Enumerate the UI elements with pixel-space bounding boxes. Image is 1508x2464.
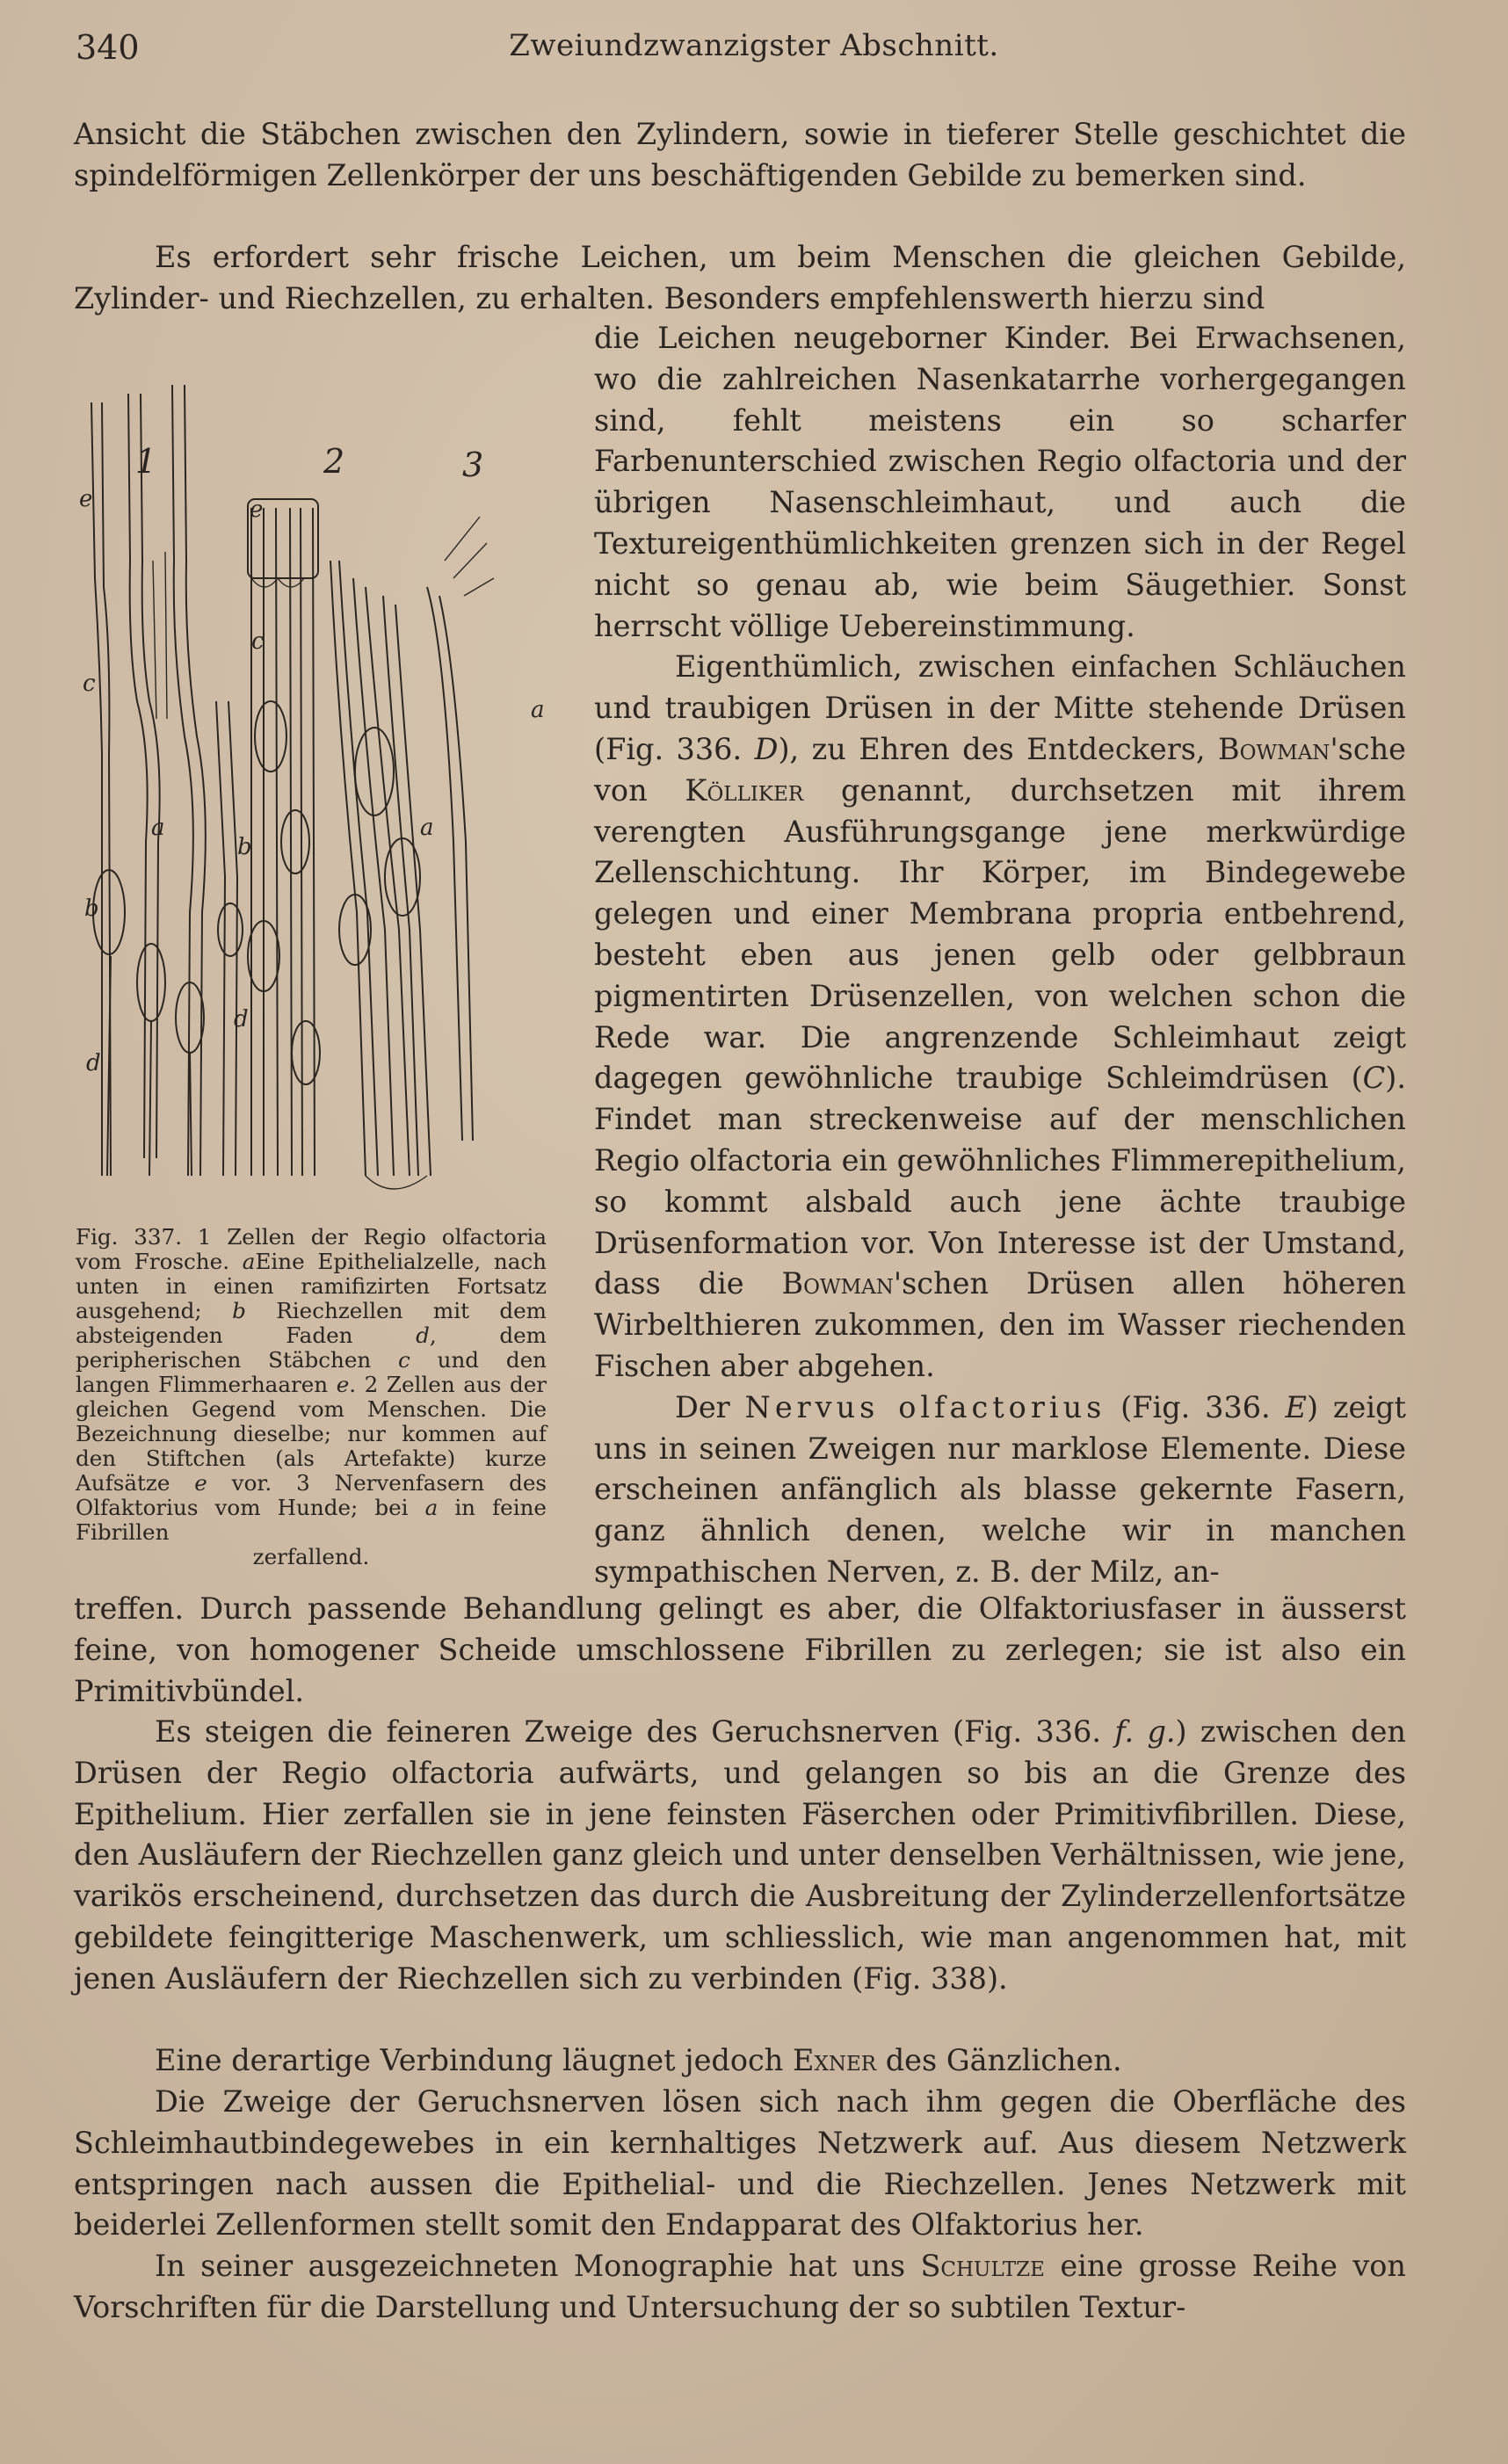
text-run: ) zeigt uns in seinen Zweigen nur marklose Elemente. Diese erscheinen anfänglich als blasse gekernte Fasern, ganz ähnlich denen, welche wir in manchen sympathischen Nerven, z. B. der Milz, an- [594,1389,1406,1589]
caption-text: Fig. 337. 1 Zellen der Regio olfactoria vom Frosche. [76,1224,547,1274]
author-name: Schultze [920,2249,1045,2283]
figure-label-a-3: a [531,697,545,723]
caption-text: Eine Epithelialzelle, nach unten in einen ramifizirten Fortsatz ausgehend; [76,1249,547,1323]
paragraph-nervus-olfactorius [594,1388,1406,1593]
figure-drawing [76,385,561,1218]
paragraph-fresh-corpses: Es erfordert sehr frische Leichen, um beim Menschen die gleichen Gebilde, Zylinder- und Riechzellen, zu erhalten. Besonders empfehlenswerth hierzu sind [74,240,1406,315]
figure-label-a-2: a [420,815,434,841]
caption-text: vor. 3 Nervenfasern des Olfaktorius vom Hunde; bei [76,1470,547,1520]
figure-label-e-2: e [250,496,264,523]
caption-ref: a [242,1249,256,1274]
text-run: ). Findet man streckenweise auf der menschlichen Regio olfactoria ein gewöhnliches Flimmerepithelium, so kommt alsbald auch jene ächte traubige Drüsenformation vor. Von Interesse ist der Umstand, dass die [594,1061,1406,1301]
paragraph-exner [74,2040,1406,2082]
caption-text: in feine Fibrillen [76,1495,547,1545]
caption-ref: e [194,1470,207,1496]
text-run: eine grosse Reihe von Vorschriften für die Darstellung und Untersuchung der so subtilen Textur- [74,2249,1406,2324]
paragraph-treffen: treffen. Durch passende Behandlung gelingt es aber, die Olfaktoriusfaser in äusserst feine, von homogener Scheide umschlossene Fibrillen zu zerlegen; sie ist also ein Primitivbündel. [74,1591,1406,1708]
page-number: 340 [76,28,140,67]
author-name: Kölliker [685,772,804,808]
caption-text: , dem peripherischen Stäbchen [76,1323,547,1373]
figure-label-panel-2: 2 [323,442,345,481]
author-name: Bowman [781,1266,894,1301]
caption-ref: c [398,1347,410,1373]
text-run: 'sche von [594,731,1407,808]
text-run: 'schen Drüsen allen höheren Wirbelthieren zukommen, den im Wasser riechenden Fischen aber abgehen. [594,1266,1406,1383]
paragraph-geruchsnerven [74,1712,1406,2000]
text-run: (Fig. 336. [1120,1389,1271,1424]
figure-caption [76,1225,547,1569]
figure-label-b-2: b [237,834,252,860]
figure-label-d-1: d [86,1050,101,1076]
figure-label-c-2: c [251,628,265,655]
text-run: genannt, durchsetzen mit ihrem verengten Ausführungsgange jene merkwürdige Zellenschichtung. Ihr Körper, im Bindegewebe gelegen und einer Membrana propria entbehrend, besteht eben aus jenen gelb oder gelbbraun pigmentirten Drüsenzellen, von welchen schon die Rede war. Die angrenzende Schleimhaut zeigt dagegen gewöhnliche traubige Schleimdrüsen ( [594,772,1407,1096]
text-run: des Gänzlichen. [885,2043,1122,2077]
figure-337-illustration [76,385,561,1218]
figure-label-panel-3: 3 [462,446,484,484]
text-run: Es steigen die feineren Zweige des Geruchsnerven (Fig. 336. [155,1714,1102,1749]
spaced-term: Nervus olfactorius [744,1389,1106,1424]
running-title: Zweiundzwanzigster Abschnitt. [509,28,999,63]
figure-reference: E [1285,1389,1307,1424]
caption-last-line: zerfallend. [252,1544,370,1569]
text-run: Der [675,1389,730,1424]
figure-label-d-2: d [234,1006,249,1033]
page-header [0,28,1508,72]
figure-label-panel-1: 1 [135,442,157,481]
figure-label-e-1: e [79,486,93,512]
author-name: Bowman [1218,731,1330,766]
caption-ref: d [416,1323,430,1348]
figure-reference: C [1362,1061,1386,1096]
figure-label-c-1: c [83,670,96,697]
figure-label-b-1: b [84,895,99,922]
caption-text: Riechzellen mit dem absteigenden Faden [76,1298,547,1348]
text-run: ), zu Ehren des Entdeckers, [778,731,1206,766]
text-run: Eigenthümlich, zwischen einfachen Schläuchen und traubigen Drüsen in der Mitte stehende Drüsen (Fig. 336. [594,649,1406,766]
figure-reference: D [754,731,779,766]
paragraph-schultze [74,2246,1406,2329]
paragraph-bowman-glands [594,647,1406,1387]
paragraph-netzwerk: Die Zweige der Geruchsnerven lösen sich nach ihm gegen die Oberfläche des Schleimhautbindegewebes in ein kernhaltiges Netzwerk auf. Aus diesem Netzwerk entspringen nach aussen die Epithelial- und die Riechzellen. Jenes Netzwerk mit beiderlei Zellenformen stellt somit den Endapparat des Olfaktorius her. [74,2084,1406,2243]
right-column-text [594,318,1406,1593]
caption-ref: a [424,1495,439,1520]
text-run: In seiner ausgezeichneten Monographie hat uns [155,2249,906,2283]
text-run: Eine derartige Verbindung läugnet jedoch [155,2043,784,2077]
caption-text: und den langen Flimmerhaaren [76,1347,547,1397]
figure-label-a-1: a [151,815,165,841]
author-name: Exner [793,2043,877,2077]
text-run: ) zwischen den Drüsen der Regio olfactoria aufwärts, und gelangen so bis an die Grenze des Epithelium. Hier zerfallen sie in jene feinsten Fäserchen oder Primitivfibrillen. Diese, den Ausläufern der Riechzellen ganz gleich und unter denselben Verhältnissen, wie jene, varikös erscheinend, durchsetzen das durch die Ausbreitung der Zylinderzellenfortsätze gebildete feingitterige Maschenwerk, um schliesslich, wie man angenommen hat, mit jenen Ausläufern der Riechzellen sich zu verbinden (Fig. 338). [74,1714,1406,1996]
paragraph-newborn-corpses: die Leichen neugeborner Kinder. Bei Erwachsenen, wo die zahlreichen Nasenkatarrhe vorhergegangen sind, fehlt meistens ein so scharfer Farbenunterschied zwischen Regio olfactoria und der übrigen Nasenschleimhaut, und auch die Textureigenthümlichkeiten grenzen sich in der Regel nicht so genau ab, wie beim Säugethier. Sonst herrscht völlige Uebereinstimmung. [594,321,1406,643]
intro-paragraph: Ansicht die Stäbchen zwischen den Zylindern, sowie in tieferer Stelle geschichtet die spindelförmigen Zellenkörper der uns beschäftigenden Gebilde zu bemerken sind. [74,117,1406,192]
caption-text: . 2 Zellen aus der gleichen Gegend vom Menschen. Die Bezeichnung dieselbe; nur kommen auf den Stiftchen (als Artefakte) kurze Aufsätze [76,1372,547,1496]
figure-reference: f. g. [1114,1714,1176,1749]
caption-ref: e [336,1372,350,1397]
caption-ref: b [232,1298,246,1323]
